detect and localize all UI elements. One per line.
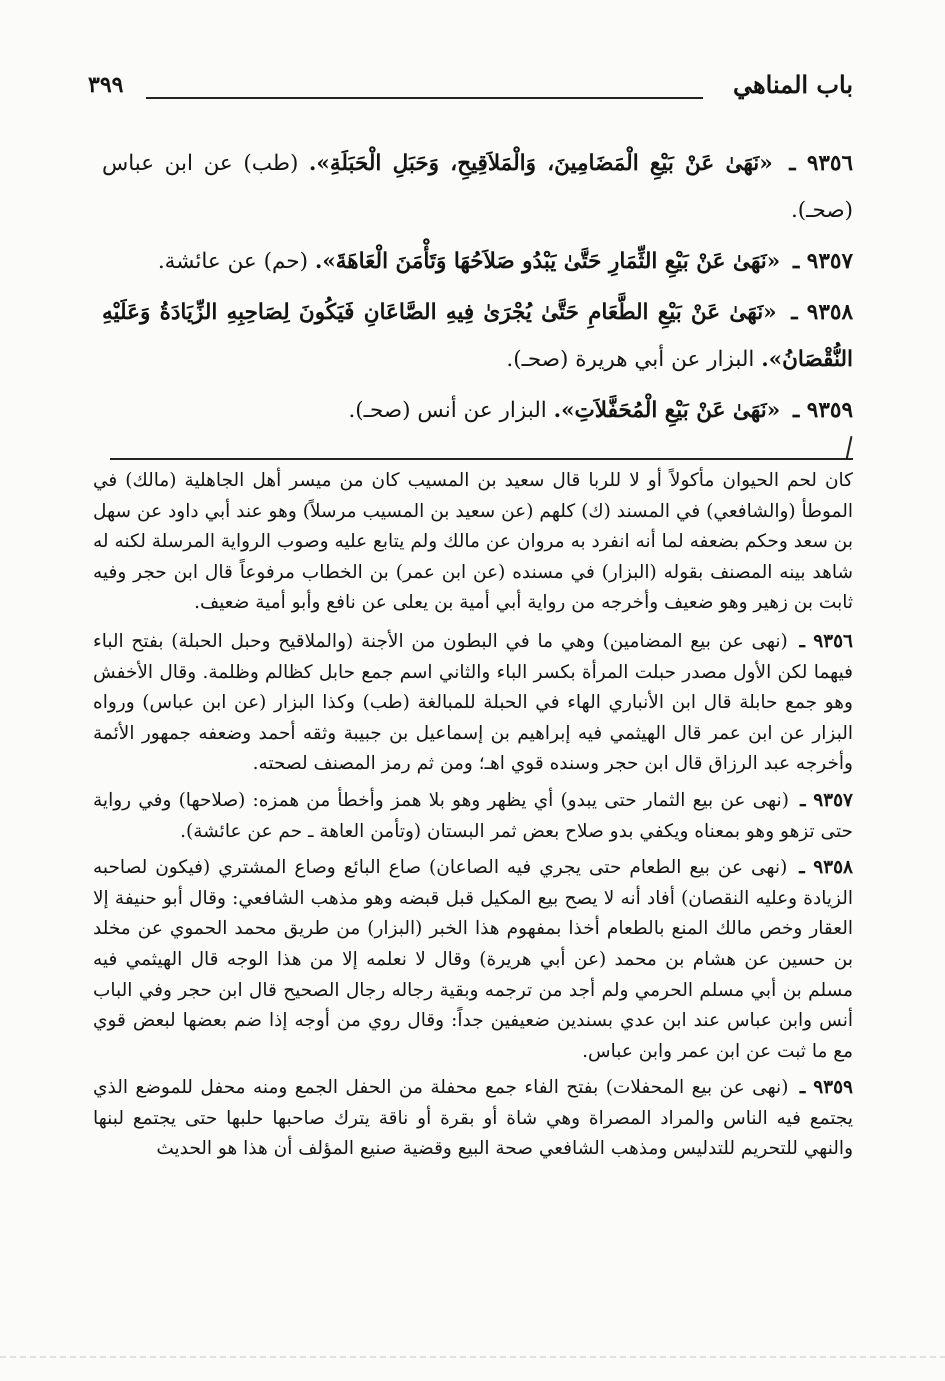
commentary-separator xyxy=(110,458,853,460)
hadith-number: ٩٣٥٧ ـ xyxy=(793,249,853,274)
commentary-section xyxy=(93,466,853,1171)
page-number: ٣٩٩ xyxy=(88,72,124,98)
commentary-number: ٩٣٥٩ ـ xyxy=(799,1077,853,1099)
commentary-paragraph xyxy=(93,786,853,847)
chapter-title: باب المناهي xyxy=(732,70,853,99)
page-header xyxy=(88,70,853,114)
hadith-entry xyxy=(102,140,853,234)
hadith-source: البزار عن أنس (صحـ). xyxy=(348,398,547,423)
commentary-text: (نهى عن بيع المحفلات) بفتح الفاء جمع محفلة من الحفل الجمع ومنه محفل للموضع الذي يجتمع فيه الناس والمراد المصراة وهي شاة أو بقرة أو ناقة يترك صاحبها حلبها حتى يجتمع لبنها والنهي للتحريم للتدليس ومذهب الشافعي صحة البيع وقضية صنيع المؤلف أن هذا هو الحديث xyxy=(93,1077,853,1160)
commentary-paragraph xyxy=(93,627,853,780)
hadith-text: «نَهَىٰ عَنْ بَيْعِ الْمُحَفَّلاَتِ». xyxy=(553,398,781,423)
hadith-number: ٩٣٥٦ ـ xyxy=(789,151,854,176)
commentary-text: (نهى عن بيع الطعام حتى يجري فيه الصاعان) صاع البائع وصاع المشتري (فيكون لصاحبه الزيادة وعليه النقصان) أفاد أنه لا يصح بيع المكيل قبل قبضه وهو مذهب الشافعي: وقال أبو حنيفة إلا العقار وخص مالك المنع بالطعام أخذا بمفهوم هذا الخبر (البزار) من طريق محمد الحموي عن مخلد بن حسين عن هشام بن محمد (عن أبي هريرة) وقال لا نعلمه إلا من هذا الوجه قال الهيثمي فيه مسلم بن أبي مسلم الحرمي ولم أجد من ترجمه وبقية رجاله رجال الصحيح قال ابن حجر وفي الباب أنس وابن عباس عند ابن عدي بسندين ضعيفين جداً: وقال روي من أوجه إذا ضم بعضها لبعض قوي مع ما ثبت عن ابن عمر وابن عباس. xyxy=(93,857,853,1062)
commentary-text: (نهى عن بيع المضامين) وهي ما في البطون من الأجنة (والملاقيح وحبل الحبلة) بفتح الباء فيهما لكن الأول مصدر حبلت المرأة بكسر الباء والثاني اسم جمع حابل كظالم وظلمة. وقال الأخفش وهو جمع حابلة قال ابن الأنباري الهاء في الحبلة للمبالغة (طب) وكذا البزار (عن ابن عباس) ورواه البزار عن ابن عمر قال الهيثمي فيه إبراهيم بن إسماعيل بن جبيبة وثقه أحمد وضعفه جمهور الأئمة وأخرجه عبد الرزاق قال ابن حجر وسنده قوي اهـ؛ ومن ثم رمز المصنف لصحته. xyxy=(93,630,853,775)
header-rule xyxy=(146,97,703,99)
hadith-entry xyxy=(102,289,853,383)
hadith-source: (حم) عن عائشة. xyxy=(157,249,308,274)
hadith-text: «نَهَىٰ عَنْ بَيْعِ الطَّعَامِ حَتَّىٰ يُجْرَىٰ فِيهِ الصَّاعَانِ فَيَكُونَ لِصَاحِبِهِ الزِّيَادَةُ وَعَلَيْهِ النُّقْصَانُ». xyxy=(102,300,853,372)
hadith-entry xyxy=(102,238,853,285)
commentary-number: ٩٣٥٦ ـ xyxy=(799,630,853,652)
commentary-text: (نهى عن بيع الثمار حتى يبدو) أي يظهر وهو بلا همز وأخطأ من همزه: (صلاحها) وفي رواية حتى تزهو وهو بمعناه ويكفي بدو صلاح بعض ثمر البستان (وتأمن العاهة ـ حم عن عائشة). xyxy=(93,789,853,842)
hadith-section xyxy=(102,140,853,438)
hadith-source: (طب) عن ابن عباس (صحـ). xyxy=(102,151,853,223)
commentary-paragraph xyxy=(93,853,853,1067)
commentary-paragraph xyxy=(93,1073,853,1165)
hadith-text: «نَهَىٰ عَنْ بَيْعِ الثِّمَارِ حَتَّىٰ يَبْدُو صَلاَحُهَا وَتَأْمَنَ الْعَاهَةَ». xyxy=(314,249,781,274)
scan-artifact xyxy=(0,1356,945,1358)
separator-tick xyxy=(846,436,853,460)
hadith-number: ٩٣٥٩ ـ xyxy=(793,398,853,423)
hadith-number: ٩٣٥٨ ـ xyxy=(791,300,853,325)
hadith-entry xyxy=(102,387,853,434)
hadith-source: البزار عن أبي هريرة (صحـ). xyxy=(506,347,755,372)
commentary-number: ٩٣٥٨ ـ xyxy=(799,857,853,879)
commentary-text: كان لحم الحيوان مأكولاً أو لا للربا قال سعيد بن المسيب كان من ميسر أهل الجاهلية (مالك) في الموطأ (والشافعي) في المسند (ك) كلهم (عن سعيد بن المسيب مرسلاً) وهو عند أبي داود عن سهل بن سعد وحكم بضعفه لما أنه انفرد به مروان عن مالك ولم يتابع عليه وصوب الرواية المرسلة لكنه له شاهد بينه المصنف بقوله (البزار) في مسنده (عن ابن عمر) بن الخطاب مرفوعاً قال ابن حجر وفيه ثابت بن زهير وهو ضعيف وأخرجه من رواية أبي أمية بن يعلى عن نافع وأبو أمية ضعيف. xyxy=(93,470,853,614)
commentary-paragraph xyxy=(93,466,853,619)
commentary-number: ٩٣٥٧ ـ xyxy=(800,789,853,811)
hadith-text: «نَهَىٰ عَنْ بَيْعِ الْمَضَامِينَ، وَالْمَلاَقِيحِ، وَحَبَلِ الْحَبَلَةِ». xyxy=(308,151,773,176)
